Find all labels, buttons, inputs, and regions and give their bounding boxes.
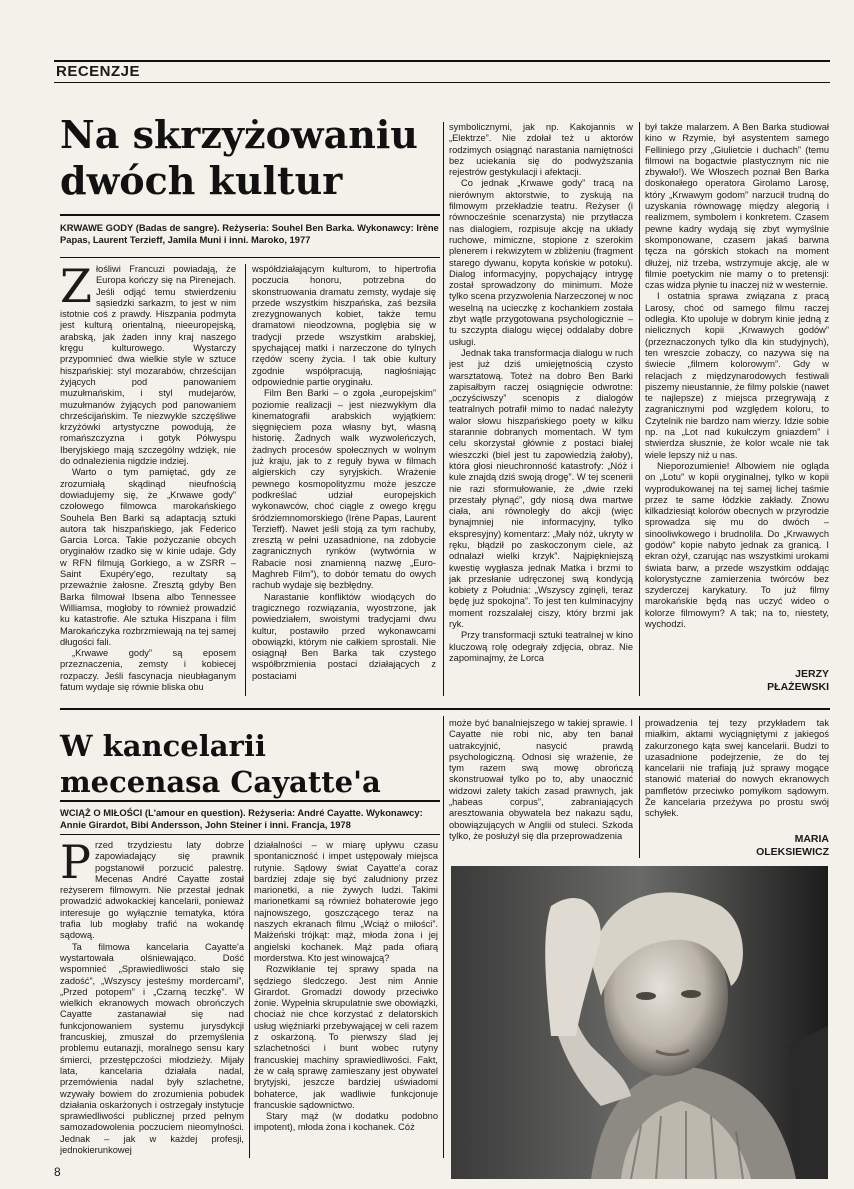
article2-title [60, 728, 381, 800]
article2-col3 [449, 718, 633, 858]
signature-line1: MARIA [794, 833, 829, 845]
photo-illustration [451, 866, 828, 1179]
column-divider [245, 264, 246, 696]
column-divider [639, 122, 640, 696]
article1-col1 [60, 264, 236, 696]
article2-title-line1: W kancelarii [60, 729, 266, 763]
paragraph: prowadzenia tej tezy przykładem tak miałkim, aktami wyciągniętymi z jakiegoś zakurzonego kąta swej kancelarii. Budzi to uzasadnione podejrzenie, że do tej kancelarii nie trafiają już sprawy mogące stanowić materiał do nowych ekranowych pamfletów przeciwko pomyłkom sądowym. Że kancelaria przeżywa po prostu swój schyłek. [645, 718, 829, 819]
column-divider [443, 122, 444, 696]
paragraph: I ostatnia sprawa związana z pracą Larosy, choć od samego filmu raczej odległa. Kto upoluje w dobrym kinie jedną z nielicznych kopii „Krwawych godów” (przeznaczonych tylko dla kin studyjnych), ten wreszcie zobaczy, co nazywa się na świecie „filmem kolorowym”. Gdy w relacjach z międzynarodowych festiwali piszemy nieustannie, że filmy polskie (nawet te najlepsze) z miejsca przegrywają z zagranicznymi pod względem koloru, to Czytelnik nie bardzo nam wierzy. Idzie sobie np. na „Lot nad kukułczym gniazdem” i stwierdza słusznie, że kolor wcale nie tak wiele lepszy niż u nas. [645, 291, 829, 460]
article1-col3 [449, 122, 633, 696]
article2-signature [680, 833, 829, 859]
section-label: RECENZJE [56, 63, 141, 80]
paragraph: działalności – w miarę upływu czasu spontaniczność i impet ustępowały miejsca rutynie. Sądowy świat Cayatte'a coraz bardziej zdaje się być zaludniony przez marionetki, a nie żywych ludzi. Takimi marionetkami są również bohaterowie jego najnowszego, goszczącego teraz na naszych ekranach filmu „Wciąż o miłości”. Małżeński trójkąt: mąż, młoda żona i jej angielski kochanek. Mąż pada ofiarą morderstwa. Kto jest winowajcą? [254, 840, 438, 963]
article2-title-line2: mecenasa Cayatte'a [60, 765, 381, 799]
article2-title-rule [60, 800, 440, 802]
article2-dropcap: P [60, 840, 91, 889]
article1-dropcap: Z [60, 264, 92, 313]
header-rule-top [54, 60, 830, 62]
article1-title-line1: Na skrzyżowaniu [60, 112, 418, 157]
paragraph: może być banalniejszego w takiej sprawie. I Cayatte nie robi nic, aby ten banał uatrakcyjnić, nasycić prawdą psychologiczną. Odnosi się wrażenie, że tym razem swą mowę obrończą skonstruował tylko po to, aby unaocznić widzowi zalety takich zasad prawnych, jak „habeas corpus”, zabraniających aresztowania obywatela bez nakazu sądu, obowiązujących w Anglii od stuleci. Szkoda tylko, że posłużył się dla przeprowadzenia [449, 718, 633, 841]
paragraph: symbolicznymi, jak np. Kakojannis w „Elektrze”. Nie zdołał też u aktorów rodzimych osiągnąć narastania namiętności bez uciekania się do podwyższania rejestrów gestykulacji i afektacji. [449, 122, 633, 178]
article2-col2 [254, 840, 438, 1158]
article2-credits: WCIĄŻ O MIŁOŚCI (L'amour en question). Reżyseria: André Cayatte. Wykonawcy: Annie Girardot, Bibi Andersson, John Steiner i inni. Francja, 1978 [60, 807, 423, 830]
article2-credits-rule [60, 834, 440, 835]
article2-col1 [60, 840, 244, 1158]
article1-title-rule [60, 214, 440, 216]
paragraph: Narastanie konfliktów wiodących do tragicznego rozwiązania, wyostrzone, jak powiedziałem, swoistymi tradycjami dwu kultur, postawiło przed wykonawcami obowiązki, którym nie całkiem sprostali. Nie osiągnął Ben Barka tak czystego współbrzmienia postaci działających z postaciami [252, 591, 436, 681]
paragraph: Stary mąż (w dodatku podobno impotent), młoda żona i kochanek. Cóż [254, 1111, 438, 1133]
paragraph: łośliwi Francuzi powiadają, że Europa kończy się na Pirenejach. Jeśli odjąć temu stwierdzeniu sąsiedzki sarkazm, to jest w nim istotnie coś z prawdy. Hiszpania podmyta jest kulturą orientalną, nieeuropejską, arabską, jak żaden inny kraj naszego kręgu kulturowego. Wystarczy przypomnieć dwa wielkie style w sztuce hiszpańskiej: styl mozarabów, chrześcijan żyjących pod panowaniem muzułmańskim, i styl mudejarów, muzułmanów żyjących pod panowaniem chrześcijańskim. Te niezwykle szczęśliwe krzyżówki artystyczne powodują, że romańszczyzna i gotyk Półwyspu Iberyjskiego mają szczególny wdzięk, nie do odnalezienia nigdzie indziej. [60, 264, 236, 467]
article1-title-line2: dwóch kultur [60, 158, 343, 203]
paragraph: Nieporozumienie! Albowiem nie ogląda on „Lotu” w kopii oryginalnej, tylko w kopii wyprodukowanej na tej samej lichej taśmie przez te same łódzkie zakłady. Znowu kilkadziesiąt kolorów obecnych w przyrodzie sprowadza się mu do dwóch – sinooliwkowego i brudnolila. Do „Krwawych godów” kopie nabyto jednak za granicą. I ekran ożył, czarując nas wszystkimi urokami świata barw, a przede wszystkim oddając kolorystyczne zamierzenia twórców bez szyderczej karykatury. To już filmy marokańskie będą nas uczyć wideo o kolorze filmowym? A tak; na to, niestety, wychodzi. [645, 460, 829, 630]
paragraph: Rozwikłanie tej sprawy spada na sędziego śledczego. Jest nim Annie Girardot. Gromadzi dowody przeciwko żonie. Wypełnia skrupulatnie swe obowiązki, chociaż nie chce korzystać z delatorskich usług więźniarki przebywającej w celi razem z oskarżoną. To pierwszy ślad jej szlachetności i bunt wobec rutyny francuskiej machiny sprawiedliwości. Fakt, że w całą sprawę zamieszany jest obywatel brytyjski, jeszcze bardziej uświadomi bohaterce, jak wadliwie funkcjonuje francuskie sądownictwo. [254, 964, 438, 1110]
article1-credits: KRWAWE GODY (Badas de sangre). Reżyseria: Souhel Ben Barka. Wykonawcy: Irène Papas, Laurent Terzieff, Jamila Muni i inni. Maroko, 1977 [60, 222, 439, 245]
paragraph: Co jednak „Krwawe gody” tracą na nierównym aktorstwie, to zyskują na filmowym przekładzie teatru. Reżyser (i równocześnie scenarzysta) nie przytłacza nas dialogiem, rozpisuje akcję na układy ruchowe, mimiczne, stopione z szerokim plenerem i rekwizytem w zbliżeniu (fragment starego dywanu, kopyta końskie w potoku). Dialog informacyjny, popychający intrygę został sprowadzony do minimum. Może tylko scena przyzwolenia Narzeczonej w noc weselną na ucieczkę z kochankiem została zbyt wątle przygotowana psychologicznie – tu szczypta dialogu więcej oddalaby dobre usługi. [449, 178, 633, 347]
paragraph: Przy transformacji sztuki teatralnej w kino kluczową rolę odegrały zdjęcia, obraz. Nie zapominajmy, że Lorca [449, 630, 633, 663]
article1-col2 [252, 264, 436, 696]
film-still-photo [451, 866, 828, 1179]
article1-title [60, 112, 418, 204]
page-number: 8 [54, 1165, 61, 1179]
signature-line2: OLEKSIEWICZ [756, 846, 829, 858]
paragraph: był także malarzem. A Ben Barka studiował kino w Rzymie, był asystentem samego Felliniego przy „Giulietcie i duchach” (temu filmowi na bogactwie plastycznym nic nie zbywało!). We Włoszech poznał Ben Barka doskonałego operatora Girolamo Larosę, który „Krwawym godom” narzucił trudną do uzyskania równowagę między alegorią i realizmem, symbolem i konkretem. Czasem pewne kadry wydają się zbyt wymyślnie skomponowane, czasem jakaś barwna tęcza na górskich stokach na moment dłużej, niż trzeba, wstrzymuje akcję, ale w filmie poetyckim nie mamy o to pretensji: czas widza płynie tu inaczej niż w westernie. [645, 122, 829, 291]
signature-line2: PŁAŻEWSKI [767, 681, 829, 693]
paragraph: Ta filmowa kancelaria Cayatte'a wystartowała olśniewająco. Dość wspomnieć „Sprawiedliwości stało się zadość”, „Wszyscy jesteśmy mordercami”, „Przed potopem” i „Czarną teczkę”. W wielkich ekranowych mowach obrończych Cayatte zastanawiał się nad funkcjonowaniem systemu jurysdykcji francuskiej, zmuszał do przemyślenia problemu eutanazji, moralnego sensu kary śmierci, przestępczości młodzieży. Mijały lata, kancelaria działała nadal, przemówienia nadal były szlachetne, wzywały bowiem do zrozumienia pobudek działania oskarżonych i ostrzegały instytucje sprawiedliwości publicznej przed pełnym samozadowolenia poczuciem nieomylności. Jednak – jak w każdej profesji, jednokierunkowej [60, 941, 244, 1156]
signature-line1: JERZY [795, 668, 829, 680]
paragraph: Jednak taka transformacja dialogu w ruch jest już dziś umiejętnością czysto warsztatową. Toteż na dobro Ben Barki zapisałbym raczej osiągnięcie odwrotne: „oczyściwszy” scenopis z dialogów teatralnych potrafił mimo to nadać należyty walor słowu hiszpańskiego poety w kilku starannie dobranych momentach. W tym celu skorzystał głównie z postaci białej wieszczki (biel jest tu zapowiedzią żałoby), która głosi nieuchronność katastrofy: „Nóż i kule znajdą dziś swoją drogę”. W tej scenerii nie razi sformułowanie, że „dwie rzeki przestały płynąć”, gdy niosą dwa martwe ciała, ani równoległy do akcji (więc bynajmniej nie informacyjny, tylko ekspresyjny) komentarz: „Mały nóż, ukryty w ręku, błądził po zaskoczonym ciele, aż odnalazł wielki krzyk”. Najpiękniejszą kwestię wygłasza jednak Matka i brzmi to jak przesłanie udręczonej swą kondycją kobiety z Południa: „Wszyscy zginęli, teraz będę już spokojna”. To jest ten kulminacyjny moment rozszalałej ciszy, który brzmi jak ryk. [449, 347, 633, 630]
article1-signature [700, 668, 829, 694]
paragraph: Film Ben Barki – o zgoła „europejskim” poziomie realizacji – jest niezwykłym dla kinematografii arabskich wyjątkiem: sięgnięciem poza własny byt, własną historię. Żadnych walk wyzwoleńczych, żadnych procesów społecznych w wolnym już kraju, jak to z reguły bywa w filmach algierskich czy syryjskich. Wrażenie pewnego kosmopolityzmu może jeszcze podkreślać udział europejskich wykonawców, choć ciągle z owego kręgu śródziemnomorskiego (Irène Papas, Laurent Terzieff). Nawet jeśli stoją za tym rachuby, zresztą w pełni uzasadnione, na zdobycie zagranicznych rynków (wytwórnia w Rabacie nosi znamienną nazwę „Euro-Maghreb Film”), to dobór tematu do owych rachub wydaje się bezbłędny. [252, 388, 436, 591]
article2-col4 [645, 718, 829, 828]
column-divider [639, 716, 640, 858]
article1-col4 [645, 122, 829, 660]
column-divider [443, 716, 444, 1158]
paragraph: rzed trzydziestu laty dobrze zapowiadający się prawnik pogstanowił porzucić palestrę. Mecenas André Cayatte został reżyserem filmowym. Nie przestał jednak prowadzić adwokackiej kancelarii, ponieważ interesuje go wyłącznie tematyka, która trafia lub mogłaby trafić na wokandę sądową. [60, 840, 244, 941]
article1-credits-rule [60, 257, 440, 258]
paragraph: „Krwawe gody” są eposem przeznaczenia, zemsty i kobiecej rozpaczy. Jeśli fascynacja nieubłaganym fatum wydaje się równie bliska obu [60, 648, 236, 692]
paragraph: współdziałającym kulturom, to hipertrofia poczucia honoru, potrzebna do skonstruowania dramatu zemsty, wydaje się przede wszystkim hiszpańska, zaś bezsiła zrezygnowanych kobiet, także temu dramatowi nieodzowna, poglębia się w tradycji przede wszystkim arabskiej, spychającej matki i narzeczone do tylnych rzędów sceny życia. I tak obie kultury zgodnie współpracują, nagłośniając odpowiednie partie oryginału. [252, 264, 436, 387]
article-separator [60, 708, 830, 710]
column-divider [249, 840, 250, 1158]
paragraph: Warto o tym pamiętać, gdy ze zrozumiałą skądinąd nieufnością dowiadujemy się, że „Krwawe gody” czołowego filmowca marokańskiego Souhela Ben Barki są adaptacją sztuki autora tak hiszpańskiego, jak Federico Garcia Lorca. Takie pożyczanie obcych oryginałów rzadko się w kinie udaje. Gdy w RFN filmują Gorkiego, a w ZSRR – Saint Exupéry'ego, rezultaty są przeważnie żałosne. Zresztą gdyby Ben Barka filmował Ibsena albo Tennessee Williamsa, mogłoby to również prowadzić ku katastrofie. Ale sztuka Hiszpana i film Marokańczyka rozbrzmiewają na tej samej długości fali. [60, 467, 236, 647]
header-rule-bottom [54, 82, 830, 83]
